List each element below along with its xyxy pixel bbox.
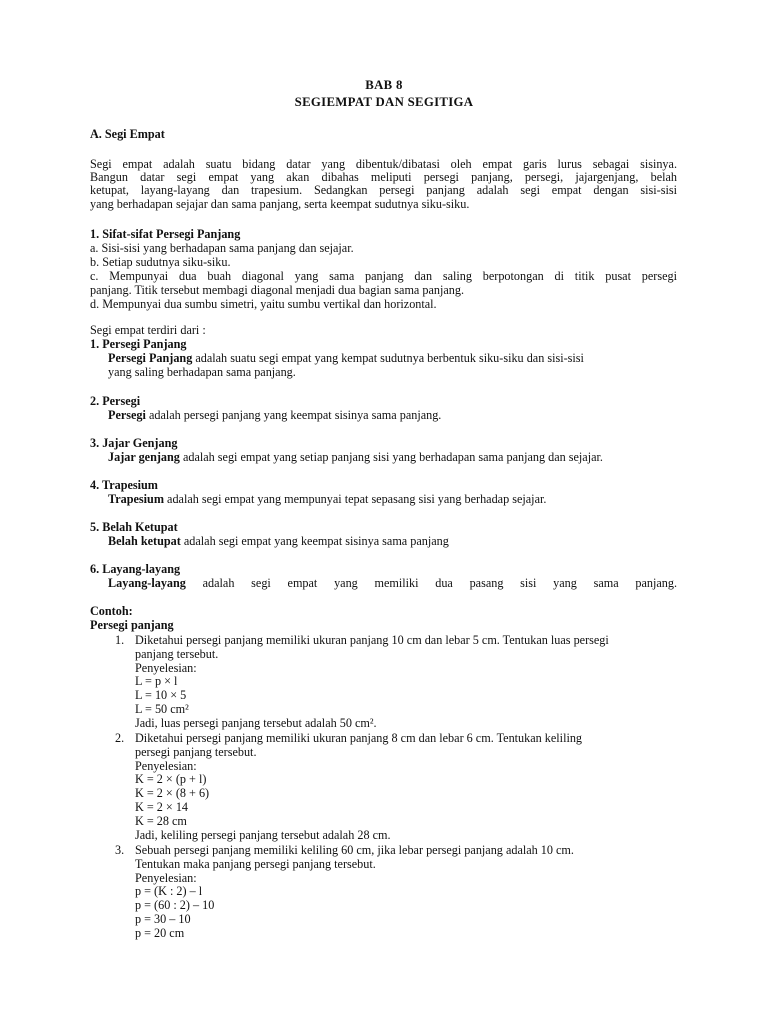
type-heading: 4. Trapesium: [90, 478, 158, 492]
type-def: adalah segi empat yang keempat sisinya sama panjang: [180, 534, 449, 548]
property-item: d. Mempunyai dua sumbu simetri, yaitu sumbu vertikal dan horizontal.: [90, 297, 437, 311]
type-definition-cont: yang saling berhadapan sama panjang.: [108, 365, 296, 379]
example-line: p = 20 cm: [135, 926, 185, 940]
example-line: Diketahui persegi panjang memiliki ukuran panjang 8 cm dan lebar 6 cm. Tentukan keliling: [135, 731, 583, 745]
paragraph-line: yang berhadapan sejajar dan sama panjang, serta keempat sudutnya siku-siku.: [90, 197, 470, 211]
type-def: adalah suatu segi empat yang kempat sudutnya berbentuk siku-siku dan sisi-sisi: [192, 351, 584, 365]
example-line: p = (K : 2) – l: [135, 884, 203, 898]
type-def: adalah segi empat yang memiliki dua pasang sisi yang sama panjang.: [185, 576, 677, 590]
property-item: b. Setiap sudutnya siku-siku.: [90, 255, 231, 269]
example-line: K = 2 × (p + l): [135, 772, 207, 786]
property-item: c. Mempunyai dua buah diagonal yang sama panjang dan saling berpotongan di titik pusat persegi: [90, 269, 677, 283]
example-line: K = 28 cm: [135, 814, 187, 828]
type-definition: [108, 535, 677, 548]
example-number: 2.: [115, 731, 125, 745]
example-line: Penyelesian:: [135, 759, 197, 773]
example-line: Sebuah persegi panjang memiliki keliling 60 cm, jika lebar persegi panjang adalah 10 cm.: [135, 843, 574, 857]
example-number: 1.: [115, 633, 125, 647]
paragraph-line: Segi empat adalah suatu bidang datar yang dibentuk/dibatasi oleh empat garis lurus sebagai sisinya.: [90, 157, 677, 171]
example-line: Penyelesian:: [135, 871, 197, 885]
types-intro: Segi empat terdiri dari :: [90, 323, 206, 337]
type-def: adalah segi empat yang mempunyai tepat sepasang sisi yang berhadap sejajar.: [163, 492, 547, 506]
example-line: L = p × l: [135, 674, 178, 688]
type-def: adalah persegi panjang yang keempat sisinya sama panjang.: [145, 408, 442, 422]
example-number: 3.: [115, 843, 125, 857]
property-item: panjang. Titik tersebut membagi diagonal menjadi dua bagian sama panjang.: [90, 283, 465, 297]
section-heading: A. Segi Empat: [90, 127, 165, 141]
type-definition: [108, 451, 677, 464]
paragraph-line: Bangun datar segi empat yang akan dibahas meliputi persegi panjang, persegi, jajargenjang, belah: [90, 170, 677, 184]
chapter-title: SEGIEMPAT DAN SEGITIGA: [294, 95, 474, 109]
examples-subheading: Persegi panjang: [90, 618, 174, 632]
type-term: Belah ketupat: [108, 534, 181, 548]
type-heading: 2. Persegi: [90, 394, 141, 408]
type-term: Persegi Panjang: [108, 351, 193, 365]
example-line: p = (60 : 2) – 10: [135, 898, 215, 912]
type-heading: 6. Layang-layang: [90, 562, 181, 576]
type-heading: 1. Persegi Panjang: [90, 337, 187, 351]
type-heading: 3. Jajar Genjang: [90, 436, 178, 450]
type-term: Trapesium: [108, 492, 164, 506]
type-definition: [108, 493, 677, 506]
examples-heading: Contoh:: [90, 604, 133, 618]
example-line: Jadi, luas persegi panjang tersebut adalah 50 cm².: [135, 716, 377, 730]
example-line: persegi panjang tersebut.: [135, 745, 257, 759]
example-line: K = 2 × (8 + 6): [135, 786, 210, 800]
example-line: L = 50 cm²: [135, 702, 189, 716]
type-definition: [108, 352, 677, 365]
example-line: Diketahui persegi panjang memiliki ukuran panjang 10 cm dan lebar 5 cm. Tentukan luas persegi: [135, 633, 609, 647]
type-definition: [108, 409, 677, 422]
type-term: Persegi: [108, 408, 146, 422]
type-def: adalah segi empat yang setiap panjang sisi yang berhadapan sama panjang dan sejajar.: [179, 450, 603, 464]
type-definition: [108, 577, 677, 590]
example-line: panjang tersebut.: [135, 647, 219, 661]
example-line: K = 2 × 14: [135, 800, 189, 814]
paragraph-line: ketupat, layang-layang dan trapesium. Sedangkan persegi panjang adalah segi empat dengan sisi-sisi: [90, 183, 677, 197]
type-heading: 5. Belah Ketupat: [90, 520, 178, 534]
type-term: Layang-layang: [108, 576, 186, 590]
property-item: a. Sisi-sisi yang berhadapan sama panjang dan sejajar.: [90, 241, 354, 255]
example-line: Jadi, keliling persegi panjang tersebut adalah 28 cm.: [135, 828, 391, 842]
chapter-label: BAB 8: [365, 78, 403, 92]
properties-heading: 1. Sifat-sifat Persegi Panjang: [90, 227, 241, 241]
example-line: Tentukan maka panjang persegi panjang tersebut.: [135, 857, 376, 871]
type-term: Jajar genjang: [108, 450, 180, 464]
example-line: L = 10 × 5: [135, 688, 187, 702]
example-line: Penyelesian:: [135, 661, 197, 675]
example-line: p = 30 – 10: [135, 912, 191, 926]
